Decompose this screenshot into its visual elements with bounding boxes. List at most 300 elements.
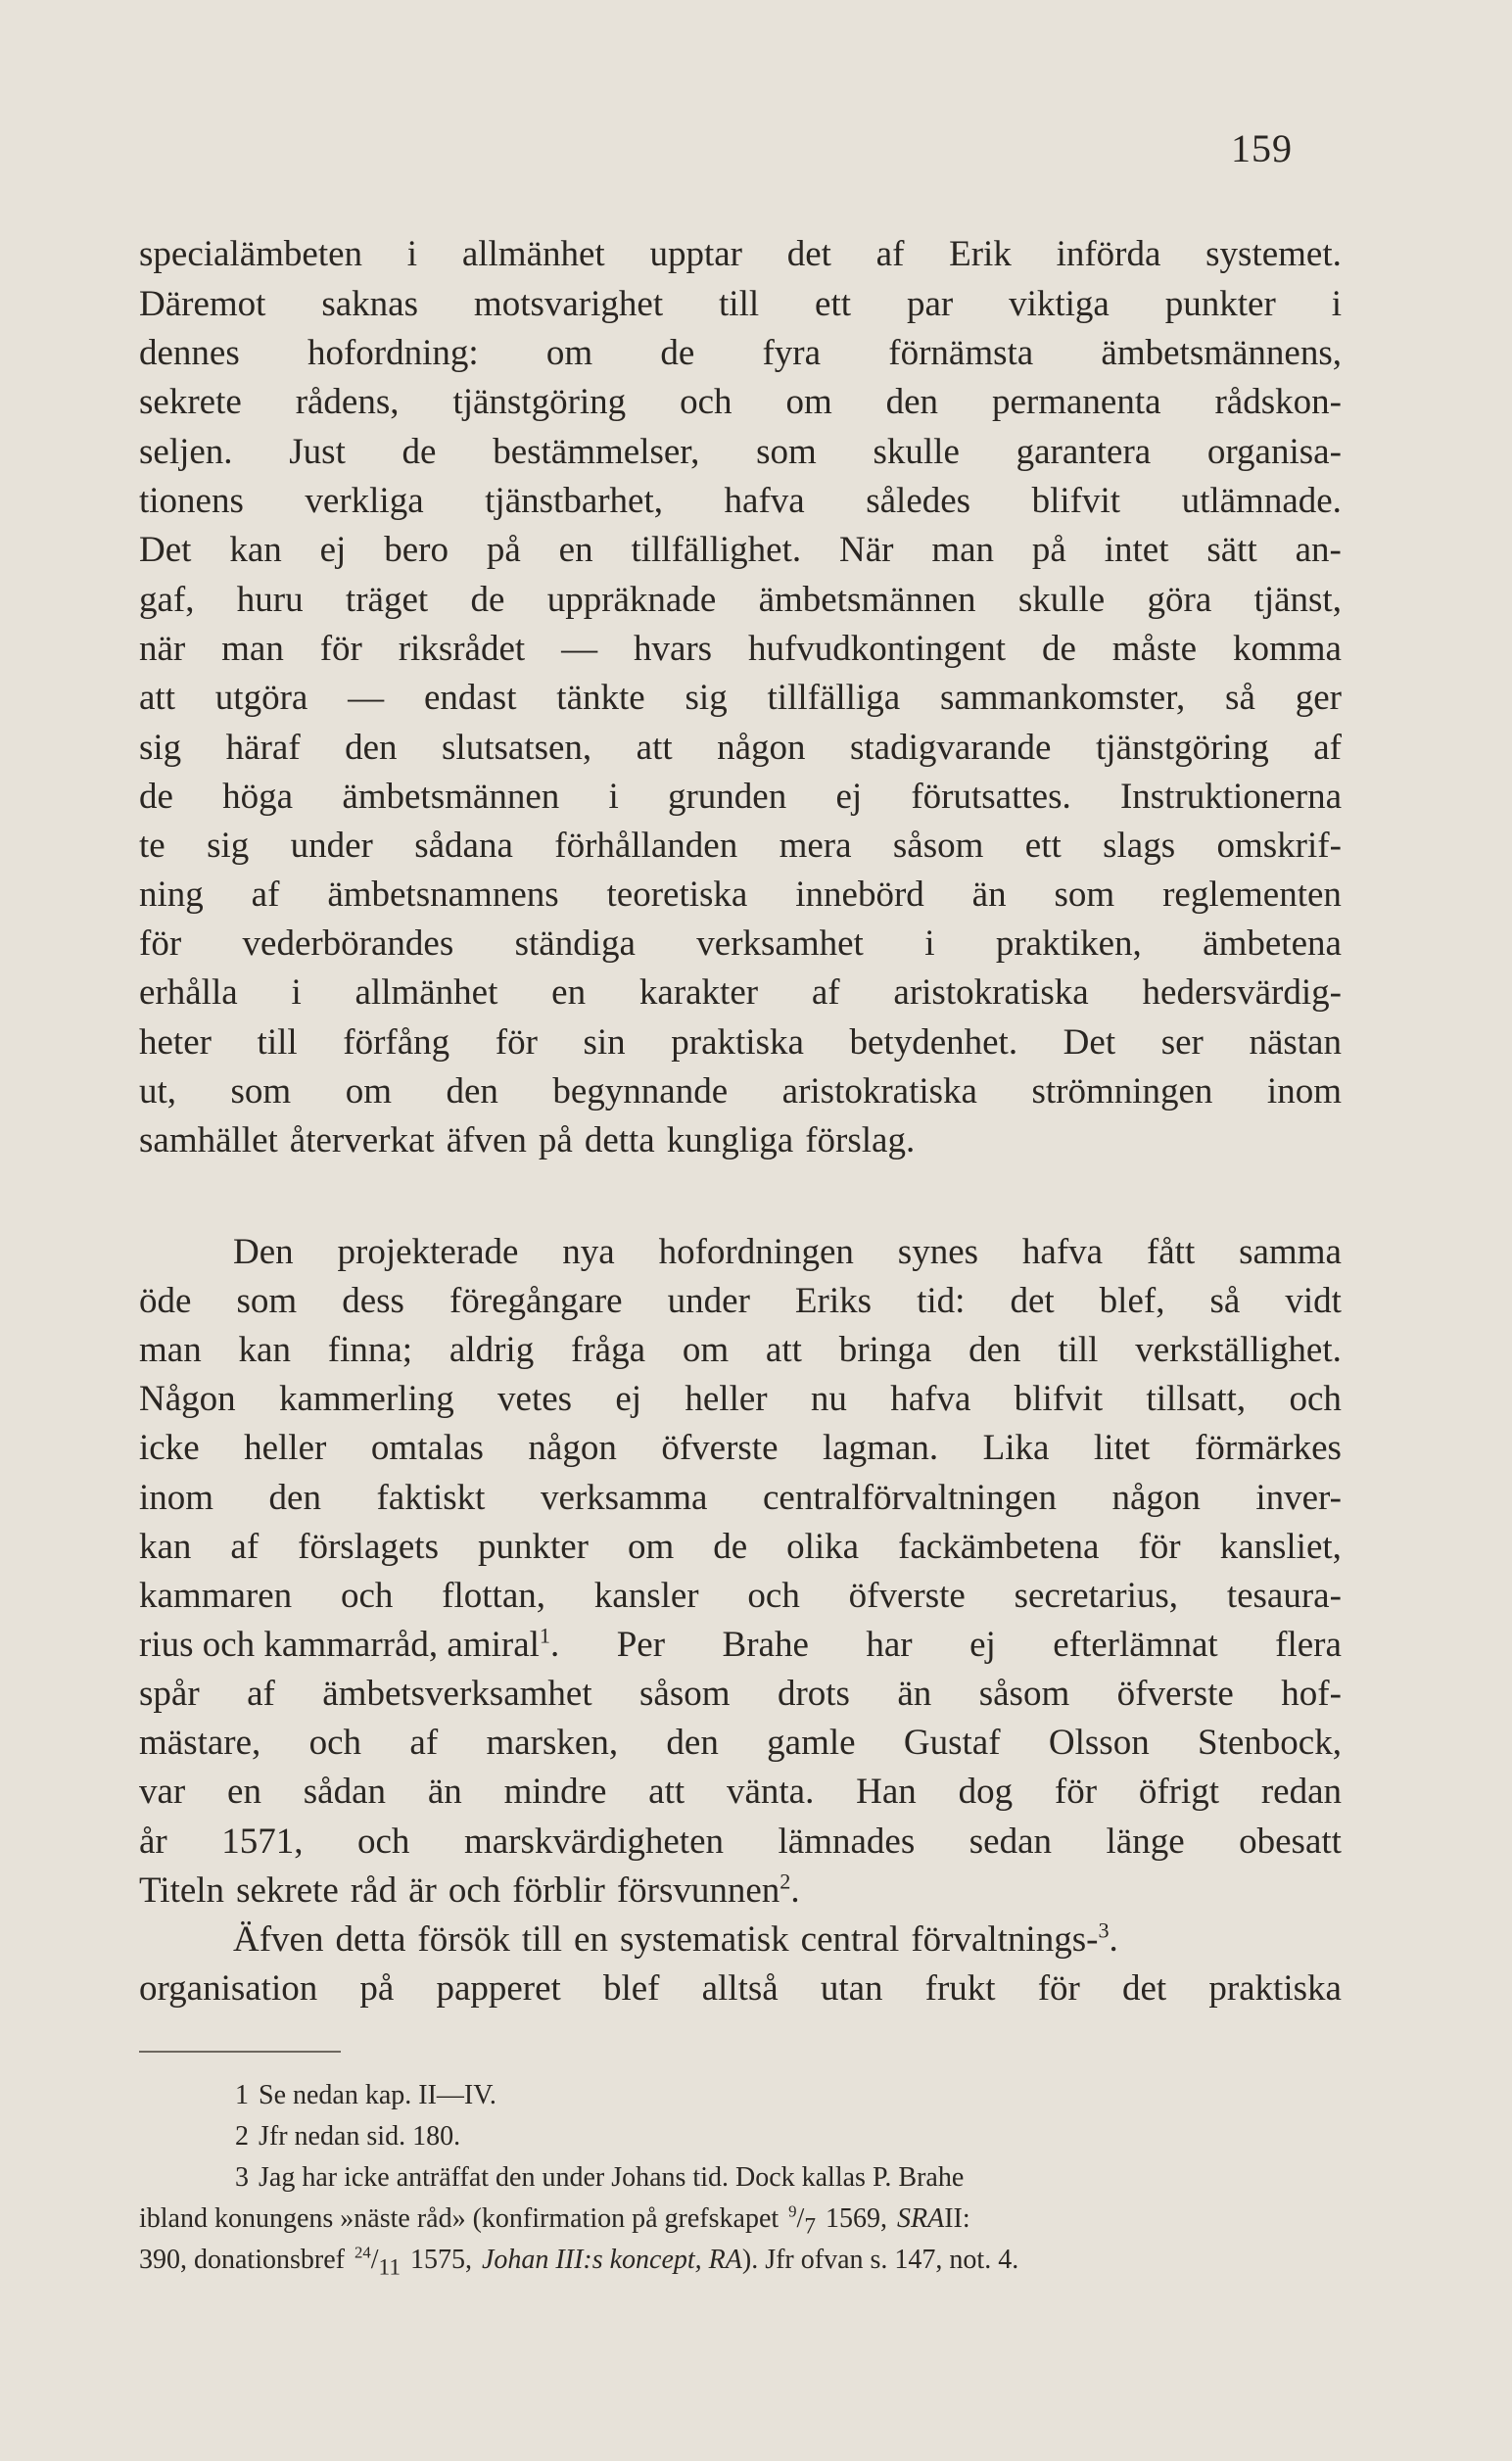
word: och bbox=[747, 1576, 800, 1616]
word: ämbetsnamnens bbox=[327, 875, 559, 915]
footnote-text: 1575, bbox=[410, 2245, 472, 2275]
word: häraf bbox=[225, 728, 301, 768]
text-line bbox=[139, 1622, 1342, 1669]
text-line bbox=[139, 1819, 1342, 1866]
footnote-text: ibland konungens »näste råd» (konfirmation på grefskapet bbox=[139, 2203, 780, 2234]
word: att bbox=[648, 1772, 685, 1812]
word: teoretiska bbox=[606, 875, 748, 915]
word: för bbox=[1037, 1968, 1080, 2009]
word: tillsatt, bbox=[1146, 1379, 1247, 1419]
word: specialämbeten bbox=[139, 234, 363, 274]
word: kan bbox=[229, 530, 282, 570]
word: komma bbox=[1232, 629, 1342, 669]
word: gamle bbox=[767, 1723, 856, 1763]
word: omskrif- bbox=[1216, 826, 1342, 866]
footnote-marker: 2 bbox=[235, 2121, 249, 2152]
word: öfverste bbox=[1116, 1674, 1234, 1714]
word: som bbox=[1054, 875, 1115, 915]
word: punkter bbox=[477, 1527, 589, 1567]
word: blef bbox=[602, 1968, 660, 2009]
date-fraction: $^9/_7$ bbox=[788, 2201, 816, 2240]
word: strömningen bbox=[1031, 1071, 1213, 1112]
word: kansliet, bbox=[1219, 1527, 1342, 1567]
word: kammerling bbox=[278, 1379, 454, 1419]
word: aristokratiska bbox=[781, 1071, 977, 1112]
word: än bbox=[897, 1674, 932, 1714]
word: skulle bbox=[873, 432, 960, 472]
word: af bbox=[230, 1527, 260, 1567]
word: nya bbox=[562, 1232, 615, 1272]
word: organisa- bbox=[1206, 432, 1342, 472]
word: samhället bbox=[139, 1120, 278, 1160]
word: fyra bbox=[762, 333, 822, 373]
word: tid: bbox=[917, 1281, 966, 1321]
word: grunden bbox=[667, 777, 787, 817]
word: Han bbox=[856, 1772, 917, 1812]
text-line bbox=[139, 774, 1342, 821]
word: sådan bbox=[303, 1772, 387, 1812]
text-line bbox=[233, 1229, 1342, 1276]
word: tionens bbox=[139, 481, 244, 521]
word: den bbox=[446, 1071, 498, 1112]
word: detta bbox=[584, 1120, 655, 1160]
word: göra bbox=[1147, 580, 1212, 620]
word: central bbox=[800, 1919, 900, 1960]
word: under bbox=[667, 1281, 750, 1321]
word: måste bbox=[1111, 629, 1198, 669]
word: ej bbox=[615, 1379, 642, 1419]
word: huru bbox=[236, 580, 304, 620]
word: förfång bbox=[343, 1022, 450, 1063]
word: om bbox=[345, 1071, 392, 1112]
word: bestämmelser, bbox=[493, 432, 700, 472]
word: i bbox=[924, 923, 935, 964]
word: till bbox=[1058, 1330, 1099, 1370]
word: till bbox=[719, 284, 760, 324]
word: föregångare bbox=[449, 1281, 623, 1321]
word: såsom bbox=[978, 1674, 1070, 1714]
word: som bbox=[236, 1281, 298, 1321]
text-line bbox=[139, 1019, 1342, 1066]
word: gaf, bbox=[139, 580, 195, 620]
text-line bbox=[139, 1376, 1342, 1423]
word: och bbox=[680, 382, 732, 422]
word: 1571, bbox=[221, 1822, 304, 1862]
word: an- bbox=[1295, 530, 1342, 570]
word: motsvarighet bbox=[473, 284, 664, 324]
word: dennes bbox=[139, 333, 240, 373]
word: råd bbox=[350, 1870, 398, 1911]
word: någon bbox=[1111, 1478, 1201, 1518]
word: man bbox=[139, 1330, 202, 1370]
word: praktiken, bbox=[995, 923, 1142, 964]
word: och bbox=[448, 1870, 501, 1911]
word: sammankomster, bbox=[939, 678, 1186, 718]
word: Äfven bbox=[233, 1919, 324, 1960]
word: af bbox=[1313, 728, 1342, 768]
archive-abbrev: SRA bbox=[897, 2203, 945, 2234]
word: sig bbox=[139, 728, 182, 768]
word: kansler bbox=[593, 1576, 699, 1616]
word: uppräknade bbox=[546, 580, 717, 620]
word: träget bbox=[345, 580, 429, 620]
word: blifvit bbox=[1014, 1379, 1104, 1419]
word: omtalas bbox=[370, 1428, 484, 1468]
word: kan bbox=[139, 1527, 192, 1567]
word: slutsatsen, bbox=[442, 728, 592, 768]
word: förblir bbox=[512, 1870, 605, 1911]
footnote-marker: 3 bbox=[235, 2162, 249, 2193]
word: vetes bbox=[497, 1379, 573, 1419]
word: efterlämnat bbox=[1053, 1625, 1218, 1665]
word: och bbox=[1289, 1379, 1342, 1419]
text-line bbox=[139, 527, 1342, 574]
word: erhålla bbox=[139, 972, 238, 1013]
word: öde bbox=[139, 1281, 192, 1321]
footnote-text: 390, donationsbref bbox=[139, 2245, 345, 2275]
word: Gustaf bbox=[903, 1723, 1001, 1763]
word: så bbox=[1209, 1281, 1241, 1321]
word: par bbox=[906, 284, 954, 324]
word: och bbox=[340, 1576, 394, 1616]
word: icke bbox=[139, 1428, 200, 1468]
word: frukt bbox=[924, 1968, 996, 2009]
footnote-separator bbox=[139, 2051, 341, 2053]
date-fraction: $^{24}/_{11}$ bbox=[354, 2243, 401, 2281]
word: på bbox=[359, 1968, 395, 2009]
word: begynnande bbox=[552, 1071, 729, 1112]
word: ämbetsmännen bbox=[758, 580, 976, 620]
word: dog bbox=[958, 1772, 1014, 1812]
word: försök bbox=[417, 1919, 510, 1960]
word: detta bbox=[335, 1919, 406, 1960]
word: När bbox=[838, 530, 894, 570]
word: i bbox=[608, 777, 619, 817]
footnote-3-line-2 bbox=[139, 2200, 1342, 2239]
footnote-text: Jag har icke anträffat den under Johans tid. Dock kallas P. Brahe bbox=[259, 2162, 965, 2193]
word: tänkte bbox=[556, 678, 645, 718]
word: var bbox=[139, 1772, 186, 1812]
word: som bbox=[230, 1071, 292, 1112]
word: ständiga bbox=[514, 923, 636, 964]
word: den bbox=[666, 1723, 719, 1763]
word: hafva bbox=[890, 1379, 971, 1419]
word: faktiskt bbox=[376, 1478, 486, 1518]
word: fråga bbox=[571, 1330, 646, 1370]
word: förslag. bbox=[805, 1120, 916, 1160]
text-line bbox=[139, 872, 1342, 919]
text-line bbox=[139, 429, 1342, 476]
footnote-ref: 2 bbox=[780, 1869, 791, 1894]
word: försvunnen$^2$. bbox=[616, 1869, 800, 1911]
word: på bbox=[538, 1120, 573, 1160]
word: tjänstgöring bbox=[452, 382, 627, 422]
word: att bbox=[636, 728, 673, 768]
word: upptar bbox=[649, 234, 742, 274]
word: tjänstgöring bbox=[1095, 728, 1269, 768]
word: hvars bbox=[633, 629, 713, 669]
text-line bbox=[139, 281, 1342, 328]
text-line bbox=[139, 379, 1342, 426]
word: heller bbox=[244, 1428, 327, 1468]
word: Titeln bbox=[139, 1870, 225, 1911]
footnote-text: II: bbox=[944, 2203, 970, 2234]
word: ej bbox=[319, 530, 347, 570]
word: blef, bbox=[1099, 1281, 1165, 1321]
word: af bbox=[811, 972, 840, 1013]
word: nästan bbox=[1249, 1022, 1342, 1063]
word: projekterade bbox=[337, 1232, 519, 1272]
word: secretarius, bbox=[1014, 1576, 1179, 1616]
word: de bbox=[713, 1527, 748, 1567]
word: reglementen bbox=[1162, 875, 1342, 915]
word: man bbox=[221, 629, 284, 669]
word: vänta. bbox=[726, 1772, 815, 1812]
word: fått bbox=[1146, 1232, 1196, 1272]
word: viktiga bbox=[1009, 284, 1110, 324]
footnote-1 bbox=[235, 2076, 1438, 2115]
word: aristokratiska bbox=[893, 972, 1089, 1013]
word: de bbox=[470, 580, 505, 620]
word: hof- bbox=[1281, 1674, 1342, 1714]
word: på bbox=[486, 530, 521, 570]
word: sådana bbox=[414, 826, 513, 866]
word: som bbox=[756, 432, 817, 472]
word: nu bbox=[810, 1379, 847, 1419]
word: praktiska bbox=[671, 1022, 804, 1063]
word: — bbox=[561, 629, 598, 669]
word: verksamhet bbox=[696, 923, 864, 964]
word: organisation bbox=[139, 1968, 318, 2009]
word: lämnades bbox=[778, 1822, 916, 1862]
word: de bbox=[1041, 629, 1076, 669]
word: på bbox=[1031, 530, 1066, 570]
word: för bbox=[139, 923, 182, 964]
word: lagman. bbox=[822, 1428, 939, 1468]
text-line bbox=[139, 921, 1342, 968]
word: öfverste bbox=[661, 1428, 779, 1468]
word: och bbox=[357, 1822, 410, 1862]
word: Eriks bbox=[794, 1281, 873, 1321]
word: tesaura- bbox=[1226, 1576, 1342, 1616]
word: är bbox=[408, 1870, 437, 1911]
footnote-ref: 3 bbox=[1098, 1917, 1110, 1943]
word: alltså bbox=[701, 1968, 779, 2009]
word: praktiska bbox=[1208, 1968, 1342, 2009]
word: skulle bbox=[1017, 580, 1106, 620]
word: förvaltnings-$^3$. bbox=[911, 1917, 1118, 1960]
word: samma bbox=[1239, 1232, 1342, 1272]
word: kan bbox=[238, 1330, 291, 1370]
text-line bbox=[139, 675, 1342, 722]
word: af bbox=[409, 1723, 439, 1763]
word: en bbox=[227, 1772, 261, 1812]
text-line bbox=[139, 970, 1342, 1017]
word: riksrådet bbox=[398, 629, 526, 669]
word: mindre bbox=[503, 1772, 607, 1812]
footnote-text: 1569, bbox=[826, 2203, 887, 2234]
word: seljen. bbox=[139, 432, 233, 472]
word: Instruktionerna bbox=[1119, 777, 1342, 817]
word: förslagets bbox=[298, 1527, 439, 1567]
word: den bbox=[885, 382, 939, 422]
word: allmänhet bbox=[461, 234, 605, 274]
word: sätt bbox=[1206, 530, 1257, 570]
word: ser bbox=[1160, 1022, 1204, 1063]
word: permanenta bbox=[991, 382, 1161, 422]
word: tillfälliga bbox=[767, 678, 901, 718]
word: utlämnade. bbox=[1181, 481, 1342, 521]
word: till bbox=[257, 1022, 298, 1063]
word: hofordning: bbox=[307, 333, 479, 373]
word: sekrete bbox=[236, 1870, 339, 1911]
word: sig bbox=[685, 678, 728, 718]
text-segment: rius och kammarråd, amiral$^1$. bbox=[139, 1623, 560, 1665]
word: om bbox=[785, 382, 832, 422]
word: ej bbox=[835, 777, 863, 817]
footnote-ref: 1 bbox=[539, 1623, 550, 1648]
word: af bbox=[875, 234, 905, 274]
text-line bbox=[139, 231, 1342, 278]
word: Det bbox=[1063, 1022, 1116, 1063]
word: intet bbox=[1104, 530, 1169, 570]
word: utan bbox=[820, 1968, 883, 2009]
word: det bbox=[1010, 1281, 1055, 1321]
word: för bbox=[1054, 1772, 1098, 1812]
word: till bbox=[521, 1919, 563, 1960]
word: sekrete bbox=[139, 382, 242, 422]
word: Det bbox=[139, 530, 192, 570]
word: man bbox=[931, 530, 995, 570]
word: ett bbox=[815, 284, 852, 324]
word: förnämsta bbox=[888, 333, 1034, 373]
word: centralförvaltningen bbox=[762, 1478, 1057, 1518]
source-title: Johan III:s koncept, RA bbox=[482, 2245, 742, 2275]
text-line bbox=[139, 1278, 1342, 1325]
word: ger bbox=[1295, 678, 1342, 718]
word: mera bbox=[779, 826, 852, 866]
word: punkter bbox=[1164, 284, 1276, 324]
word: öfrigt bbox=[1138, 1772, 1220, 1812]
word: hedersvärdig- bbox=[1142, 972, 1342, 1013]
text-line bbox=[233, 1917, 1342, 1964]
text-line bbox=[139, 725, 1342, 772]
text-line bbox=[139, 577, 1342, 624]
word: såsom bbox=[639, 1674, 731, 1714]
word: än bbox=[427, 1772, 462, 1812]
word: vidt bbox=[1285, 1281, 1342, 1321]
page-number: 159 bbox=[1231, 126, 1293, 170]
word: Däremot bbox=[139, 284, 266, 324]
word: garantera bbox=[1016, 432, 1152, 472]
word: den bbox=[345, 728, 398, 768]
word: te bbox=[139, 826, 165, 866]
word: någon bbox=[528, 1428, 617, 1468]
word: allmänhet bbox=[354, 972, 498, 1013]
word: ämbetsverksamhet bbox=[322, 1674, 592, 1714]
word: Lika bbox=[982, 1428, 1050, 1468]
word: så bbox=[1225, 678, 1255, 718]
word: såsom bbox=[892, 826, 984, 866]
word: att bbox=[765, 1330, 802, 1370]
word: än bbox=[971, 875, 1007, 915]
word: Stenbock, bbox=[1198, 1723, 1342, 1763]
word: stadigvarande bbox=[850, 728, 1052, 768]
text-line bbox=[139, 1117, 1342, 1164]
word: flottan, bbox=[442, 1576, 545, 1616]
word: för bbox=[1138, 1527, 1181, 1567]
word: tjänstbarhet, bbox=[485, 481, 664, 521]
word: sin bbox=[583, 1022, 626, 1063]
word: synes bbox=[897, 1232, 979, 1272]
word: således bbox=[866, 481, 971, 521]
word: om bbox=[545, 333, 593, 373]
word: fackämbetena bbox=[898, 1527, 1100, 1567]
word: år bbox=[139, 1822, 167, 1862]
word: hafva bbox=[1021, 1232, 1104, 1272]
word: spår bbox=[139, 1674, 200, 1714]
word: det bbox=[1121, 1968, 1167, 2009]
word: förutsattes. bbox=[911, 777, 1071, 817]
word: tjänst, bbox=[1253, 580, 1342, 620]
word: verkliga bbox=[305, 481, 424, 521]
word: inom bbox=[139, 1478, 214, 1518]
word: i bbox=[406, 234, 418, 274]
footnote-3-line-3 bbox=[139, 2241, 1342, 2280]
text-line bbox=[139, 1475, 1342, 1522]
word: äfven bbox=[446, 1120, 527, 1160]
word: öfverste bbox=[848, 1576, 966, 1616]
word: under bbox=[290, 826, 373, 866]
text-line bbox=[139, 1769, 1342, 1816]
word: någon bbox=[717, 728, 806, 768]
word: de bbox=[402, 432, 437, 472]
word: för bbox=[319, 629, 362, 669]
footnote-marker: 1 bbox=[235, 2080, 249, 2110]
word: saknas bbox=[321, 284, 419, 324]
word: karakter bbox=[638, 972, 759, 1013]
word: den bbox=[969, 1330, 1021, 1370]
word: ett bbox=[1024, 826, 1062, 866]
word: bringa bbox=[838, 1330, 932, 1370]
text-line bbox=[139, 1425, 1342, 1472]
text-line bbox=[139, 626, 1342, 673]
word: en bbox=[574, 1919, 608, 1960]
word: en bbox=[558, 530, 593, 570]
word: marsken, bbox=[486, 1723, 619, 1763]
word: Den bbox=[233, 1232, 294, 1272]
word: det bbox=[786, 234, 831, 274]
word: mästare, bbox=[139, 1723, 261, 1763]
word: ut, bbox=[139, 1071, 177, 1112]
text-line bbox=[139, 1671, 1342, 1718]
word: Just bbox=[289, 432, 346, 472]
footnote-text: Jfr nedan sid. 180. bbox=[259, 2121, 461, 2152]
word: höga bbox=[222, 777, 294, 817]
word: om bbox=[627, 1527, 675, 1567]
word: verksamma bbox=[540, 1478, 708, 1518]
word: sig bbox=[207, 826, 250, 866]
footnote-3-line-1 bbox=[235, 2158, 1342, 2198]
word: af bbox=[251, 875, 280, 915]
word: Erik bbox=[949, 234, 1012, 274]
word: de bbox=[660, 333, 695, 373]
word: Någon bbox=[139, 1379, 236, 1419]
word: ämbetsmännens, bbox=[1101, 333, 1342, 373]
word: systemet. bbox=[1205, 234, 1342, 274]
word: verkställighet. bbox=[1135, 1330, 1342, 1370]
word: förmärkes bbox=[1194, 1428, 1342, 1468]
